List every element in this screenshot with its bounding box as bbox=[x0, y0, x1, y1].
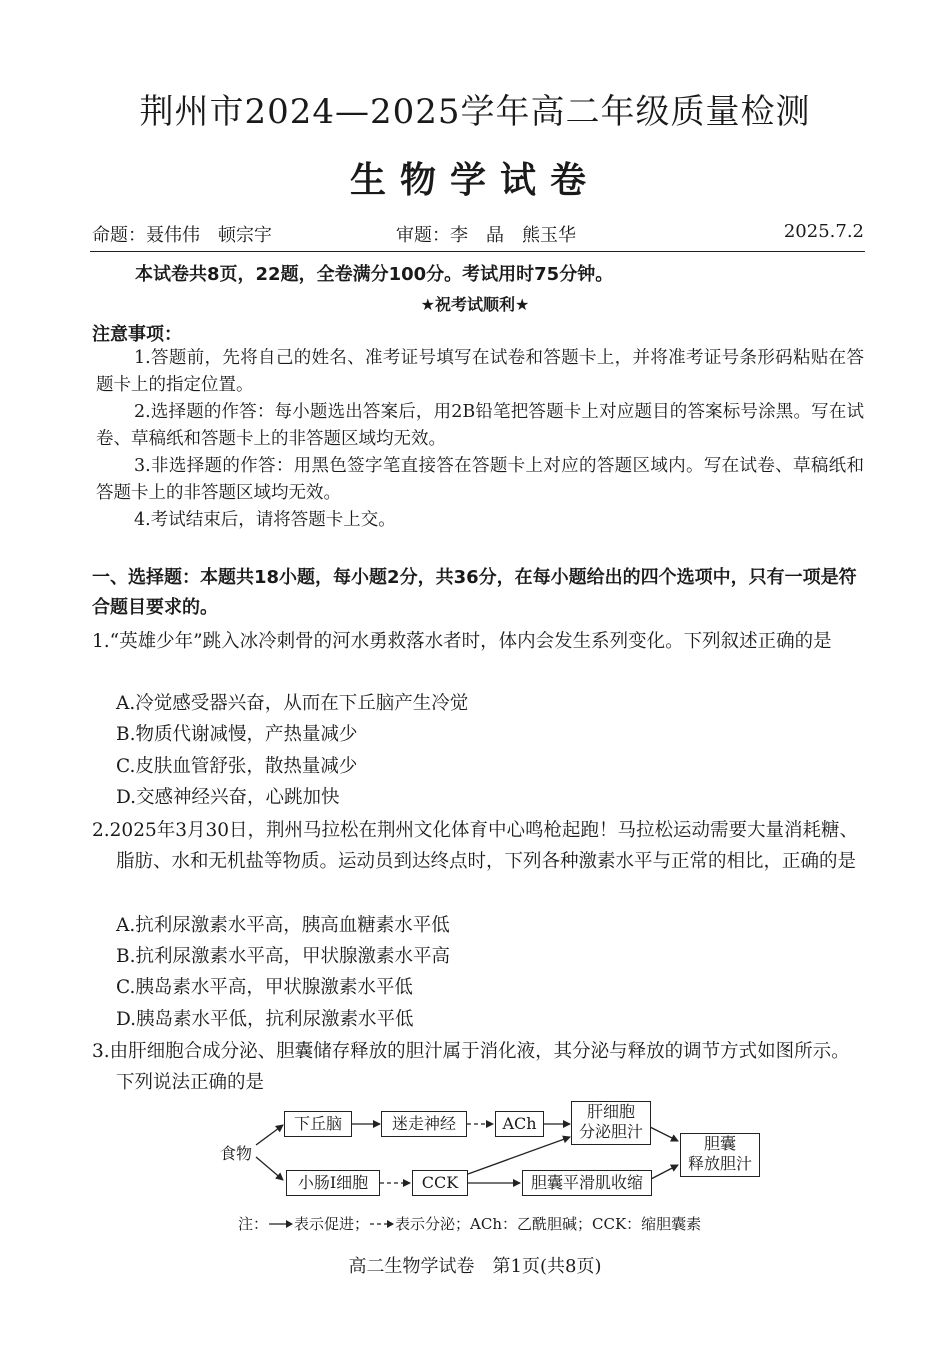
subject-title: 生物学试卷 bbox=[349, 159, 600, 201]
gallbladder-muscle-box: 胆囊平滑肌收缩 bbox=[522, 1170, 652, 1196]
liver-secrete-label: 分泌胆汁 bbox=[578, 1122, 643, 1141]
authors: 命题：聂伟伟 顿宗宇 bbox=[92, 225, 272, 246]
exam-title: 荆州市2024—2025学年高二年级质量检测 bbox=[139, 92, 811, 132]
intestine-cell-box: 小肠Ⅰ细胞 bbox=[286, 1170, 380, 1196]
gallbladder-label: 胆囊 bbox=[703, 1134, 736, 1153]
arrow-food-hypothalamus bbox=[256, 1125, 283, 1145]
section-heading: 一、选择题：本题共18小题，每小题2分，共36分，在每小题给出的四个选项中，只有一项是符合题目要求的。 bbox=[92, 567, 857, 618]
question-1-stem: 1.“英雄少年”跳入冰冷刺骨的河水勇救落水者时，体内会发生系列变化。下列叙述正确的是 bbox=[92, 631, 832, 652]
note-item: 4.考试结束后，请将答题卡上交。 bbox=[134, 510, 396, 530]
gallbladder-release-label: 释放胆汁 bbox=[687, 1154, 752, 1173]
exam-date: 2025.7.2 bbox=[783, 221, 864, 242]
solid-arrow-icon bbox=[268, 1219, 294, 1229]
hypothalamus-box: 下丘脑 bbox=[284, 1111, 352, 1137]
arrow-cck-liver bbox=[468, 1137, 570, 1174]
diagram-legend bbox=[238, 1213, 701, 1234]
question-3-stem: 3.由肝细胞合成分泌、胆囊储存释放的胆汁属于消化液，其分泌与释放的调节方式如图所示。下列说法正确的是 bbox=[92, 1041, 850, 1093]
gallbladder-box bbox=[680, 1133, 760, 1177]
arrow-liver-gallbladder bbox=[650, 1127, 678, 1141]
note-item: 3.非选择题的作答：用黑色签字笔直接答在答题卡上对应的答题区域内。写在试卷、草稿纸和答题卡上的非答题区域均无效。 bbox=[96, 456, 864, 503]
vagus-nerve-box: 迷走神经 bbox=[381, 1111, 467, 1137]
page-footer: 高二生物学试卷 第1页(共8页) bbox=[348, 1256, 602, 1277]
question-2-option-d: D.胰岛素水平低，抗利尿激素水平低 bbox=[116, 1009, 414, 1030]
cck-box: CCK bbox=[412, 1170, 468, 1196]
exam-meta bbox=[92, 221, 864, 249]
question-1-option-d: D.交感神经兴奋，心跳加快 bbox=[116, 787, 340, 808]
header-divider bbox=[90, 251, 865, 252]
arrow-food-intestine bbox=[256, 1157, 283, 1180]
legend-promote: 表示促进； bbox=[294, 1215, 370, 1233]
question-2-option-a: A.抗利尿激素水平高，胰高血糖素水平低 bbox=[116, 915, 450, 936]
question-2-option-b: B.抗利尿激素水平高，甲状腺激素水平高 bbox=[116, 946, 450, 967]
ach-box: ACh bbox=[495, 1111, 544, 1137]
question-2-option-c: C.胰岛素水平高，甲状腺激素水平低 bbox=[116, 977, 413, 998]
note-item: 1.答题前，先将自己的姓名、准考证号填写在试卷和答题卡上，并将准考证号条形码粘贴在答题卡上的指定位置。 bbox=[96, 348, 864, 395]
dashed-arrow-icon bbox=[369, 1219, 395, 1229]
notes-heading: 注意事项： bbox=[92, 324, 182, 345]
arrow-muscle-gallbladder bbox=[651, 1165, 678, 1179]
legend-prefix: 注： bbox=[238, 1215, 269, 1233]
legend-secrete: 表示分泌；ACh：乙酰胆碱；CCK：缩胆囊素 bbox=[395, 1215, 702, 1233]
question-1-option-b: B.物质代谢减慢，产热量减少 bbox=[116, 724, 358, 745]
bile-regulation-diagram bbox=[200, 1095, 770, 1205]
question-2-stem: 2.2025年3月30日，荆州马拉松在荆州文化体育中心鸣枪起跑！马拉松运动需要大量消耗糖、脂肪、水和无机盐等物质。运动员到达终点时，下列各种激素水平与正常的相比，正确的是 bbox=[92, 820, 859, 872]
question-1-option-a: A.冷觉感受器兴奋，从而在下丘脑产生冷觉 bbox=[116, 693, 469, 714]
exam-info: 本试卷共8页，22题，全卷满分100分。考试用时75分钟。 bbox=[135, 264, 614, 285]
note-item: 2.选择题的作答：每小题选出答案后，用2B铅笔把答题卡上对应题目的答案标号涂黑。写在试卷、草稿纸和答题卡上的非答题区域均无效。 bbox=[96, 402, 864, 449]
good-luck-banner: ★祝考试顺利★ bbox=[420, 295, 530, 314]
food-label: 食物 bbox=[220, 1144, 253, 1163]
liver-cell-label: 肝细胞 bbox=[586, 1102, 635, 1121]
liver-cell-box bbox=[571, 1101, 651, 1145]
reviewers: 审题：李 晶 熊玉华 bbox=[396, 225, 576, 246]
question-1-option-c: C.皮肤血管舒张，散热量减少 bbox=[116, 756, 358, 777]
